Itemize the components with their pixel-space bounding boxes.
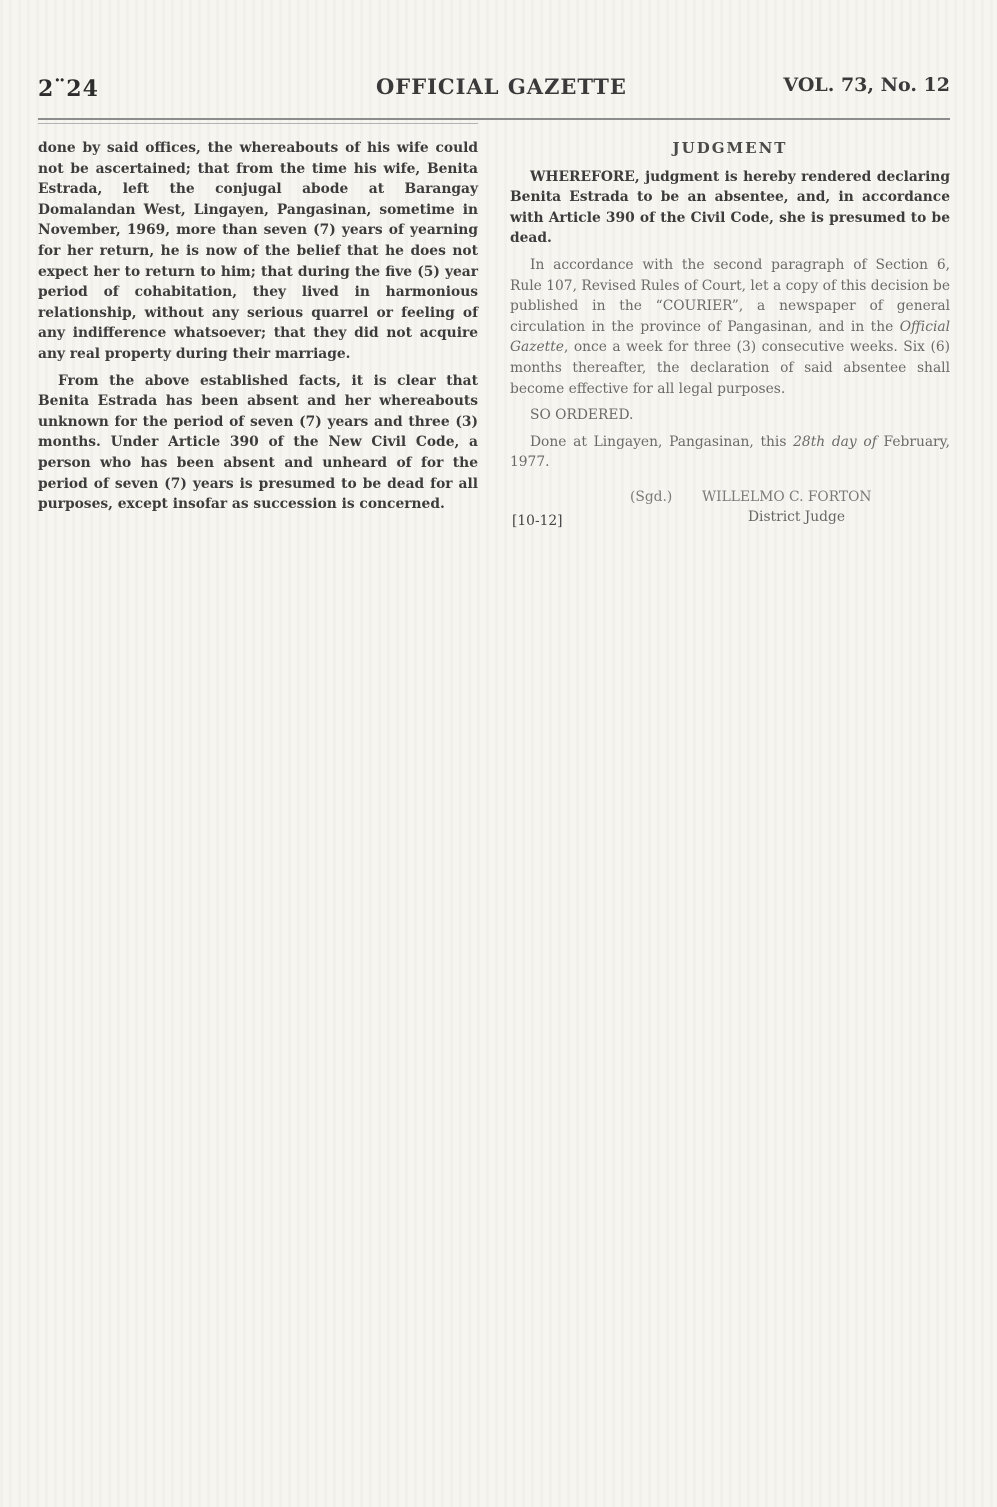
publication-paragraph [510, 255, 950, 399]
volume-number: VOL. 73, No. 12 [783, 74, 950, 96]
judgment-paragraph [510, 167, 950, 249]
official-gazette-italic: Official Gazette [510, 318, 950, 356]
signature-block [510, 487, 950, 537]
signer-title: District Judge [748, 508, 846, 525]
wherefore-lead: WHEREFORE, [530, 168, 640, 185]
publication-text-1: In accordance with the second paragraph of Section 6, Rule 107, Revised Rules of Court, let a copy of this decision be published in the “COURIER”, a newspaper of general circulation in the province of Pangasinan, and in the [510, 256, 950, 335]
left-column [38, 138, 478, 521]
signed-marker: (Sgd.) [630, 488, 673, 505]
done-at-text-2: February, 1977. [510, 433, 951, 471]
right-column [510, 138, 950, 537]
left-paragraph-1: done by said offices, the whereabouts of his wife could not be ascertained; that from the time his wife, Benita Estrada, left the conjugal abode at Barangay Domalandan West, Lingayen, Pangasinan, sometime in November, 1969, more than seven (7) years of yearning for her return, he is now of the belief that he does not expect her to return to him; that during the five (5) year period of cohabitation, they lived in harmonious relationship, without any serious quarrel or feeling of any indifference whatsoever; that they did not acquire any real property during their marriage. [38, 140, 478, 362]
done-at-date-italic: 28th day of [793, 433, 877, 450]
header-rule-secondary [38, 123, 478, 124]
issue-reference: [10-12] [512, 512, 563, 529]
signer-name: WILLELMO C. FORTON [702, 488, 872, 505]
so-ordered: SO ORDERED. [530, 407, 634, 424]
gazette-title: OFFICIAL GAZETTE [376, 74, 627, 99]
page-number: 2¨24 [38, 76, 99, 102]
done-at-paragraph [510, 432, 950, 473]
judgment-heading: JUDGMENT [672, 139, 788, 157]
header-rule [38, 118, 950, 120]
judgment-body: judgment is hereby rendered declaring Benita Estrada to be an absentee, and, in accordance with Article 390 of the Civil Code, she is presumed to be dead. [510, 168, 950, 247]
done-at-text-1: Done at Lingayen, Pangasinan, this [530, 433, 794, 450]
page-header [38, 68, 950, 108]
publication-text-2: , once a week for three (3) consecutive weeks. Six (6) months thereafter, the declaration of said absentee shall become effective for all legal purposes. [510, 339, 950, 397]
left-paragraph-2: From the above established facts, it is clear that Benita Estrada has been absent and her whereabouts unknown for the period of seven (7) years and three (3) months. Under Article 390 of the New Civil Code, a person who has been absent and unheard of for the period of seven (7) years is presumed to be dead for all purposes, except insofar as succession is concerned. [38, 372, 478, 513]
